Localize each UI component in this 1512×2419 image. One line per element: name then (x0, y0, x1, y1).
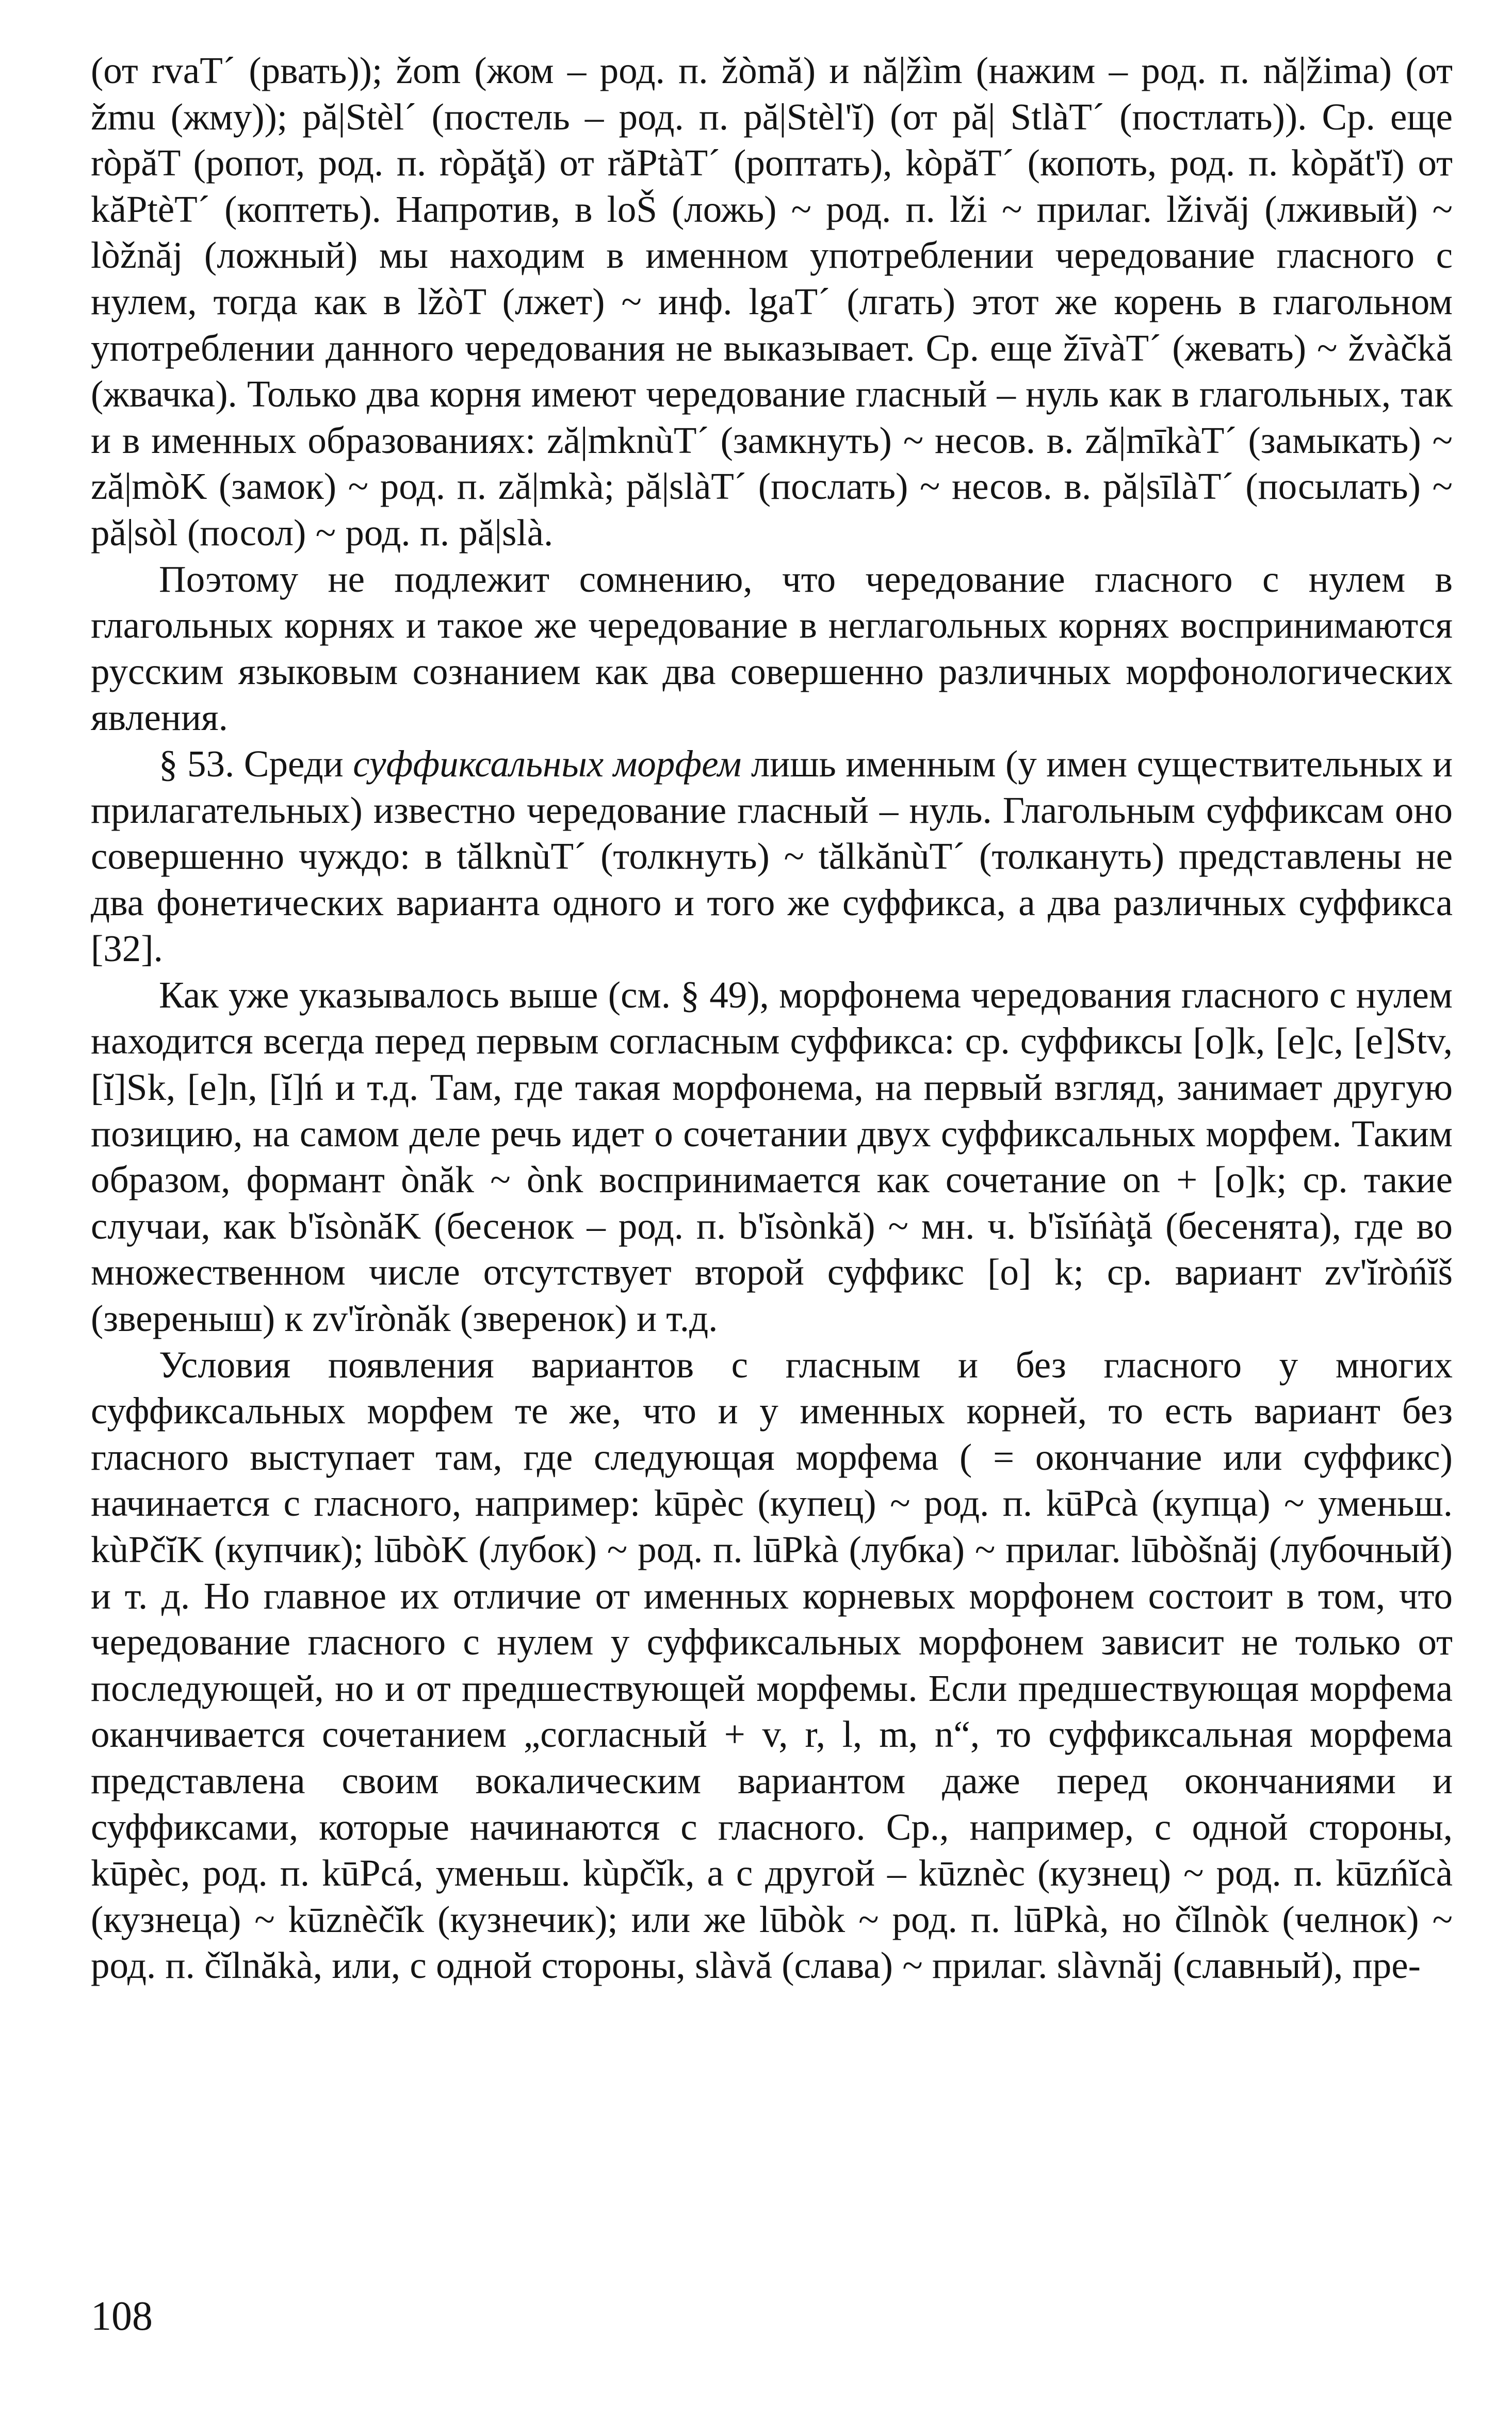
paragraph-1 (91, 47, 1453, 556)
paragraph-2 (91, 556, 1453, 741)
paragraph-3-italic-term: суффиксальных морфем (353, 742, 742, 785)
paragraph-3-text-a: § 53. Среди (159, 742, 353, 785)
paragraph-2-text: Поэтому не подлежит сомнению, что чередование гласного с нулем в глагольных корнях и такое же чередование в неглагольных корнях воспринимаются русским языковым сознанием как два совершенно различных морфонологических явления. (91, 558, 1453, 739)
paragraph-4 (91, 972, 1453, 1342)
paragraph-1-text: (от rvaT´ (рвать)); žom (жом – род. п. žòmă) и nă|žìm (нажим – род. п. nă|žima) (от žmu (жму)); pă|Stèl´ (постель – род. п. pă|Stèl'ĭ) (от pă| StlàT´ (постлать)). Ср. еще ròpăT (ропот, род. п. ròpăţă) от răPtàT´ (роптать), kòpăT´ (копоть, род. п. kòpăt'ĭ) от kăPtèT´ (коптеть). Напротив, в loŠ (ложь) ~ род. п. lži ~ прилаг. lživăj (лживый) ~ lòžnăj (ложный) мы находим в именном употреблении чередование гласного с нулем, тогда как в lžòT (лжет) ~ инф. lgaT´ (лгать) этот же корень в глагольном употреблении данного чередования не выказывает. Ср. еще žīvàT´ (жевать) ~ žvàčkă (жвачка). Только два корня имеют чередование гласный – нуль как в глагольных, так и в именных образованиях: ză|mknùT´ (замкнуть) ~ несов. в. ză|mīkàT´ (замыкать) ~ ză|mòK (замок) ~ род. п. ză|mkà; pă|slàT´ (послать) ~ несов. в. pă|sīlàT´ (посылать) ~ pă|sòl (посол) ~ род. п. pă|slà. (91, 50, 1453, 554)
paragraph-4-text: Как уже указывалось выше (см. § 49), морфонема чередования гласного с нулем находится всегда перед первым согласным суффикса: ср. суффиксы [o]k, [e]c, [e]Stv, [ĭ]Sk, [e]n, [ĭ]ń и т.д. Там, где такая морфонема, на первый взгляд, занимает другую позицию, на самом деле речь идет о сочетании двух суффиксальных морфем. Таким образом, формант ònăk ~ ònk воспринимается как сочетание on + [o]k; ср. такие случаи, как b'ĭsònăK (бесенок – род. п. b'ĭsònkă) ~ мн. ч. b'ĭsĭńàţă (бесенята), где во множественном числе отсутствует второй суффикс [o] k; ср. вариант zv'ĭròńĭš (звереныш) к zv'ĭrònăk (зверенок) и т.д. (91, 973, 1453, 1340)
page-body (91, 47, 1453, 1989)
page-number: 108 (91, 2294, 153, 2339)
paragraph-3-text-b: лишь именным (у имен существительных и прилагательных) известно чередование гласный – нуль. Глагольным суффиксам оно совершенно чуждо: в tălknùT´ (толкнуть) ~ tălkănùT´ (толкануть) представлены не два фонетических варианта одного и того же суффикса, а два различных суффикса [32]. (91, 742, 1453, 970)
paragraph-5-text: Условия появления вариантов с гласным и без гласного у многих суффиксальных морфем те же, что и у именных корней, то есть вариант без гласного выступает там, где следующая морфема ( = окончание или суффикс) начинается с гласного, например: kūpèc (купец) ~ род. п. kūPcà (купца) ~ уменьш. kùPčĭK (купчик); lūbòK (лубок) ~ род. п. lūPkà (лубка) ~ прилаг. lūbòšnăj (лубочный) и т. д. Но главное их отличие от именных корневых морфонем состоит в том, что чередование гласного с нулем у суффиксальных морфонем зависит не только от последующей, но и от предшествующей морфемы. Если предшествующая морфема оканчивается сочетанием „согласный + v, r, l, m, n“, то суффиксальная морфема представлена своим вокалическим вариантом даже перед окончаниями и суффиксами, которые начинаются с гласного. Ср., например, с одной стороны, kūpèc, род. п. kūPcá, уменьш. kùpčĭk, а с другой – kūznèc (кузнец) ~ род. п. kūzńĭcà (кузнеца) ~ kūznèčĭk (кузнечик); или же lūbòk ~ род. п. lūPkà, но čĭlnòk (челнок) ~ род. п. čĭlnăkà, или, с одной стороны, slàvă (слава) ~ прилаг. slàvnăj (славный), пре- (91, 1343, 1453, 1987)
paragraph-5 (91, 1342, 1453, 1989)
paragraph-3-section-53 (91, 741, 1453, 972)
